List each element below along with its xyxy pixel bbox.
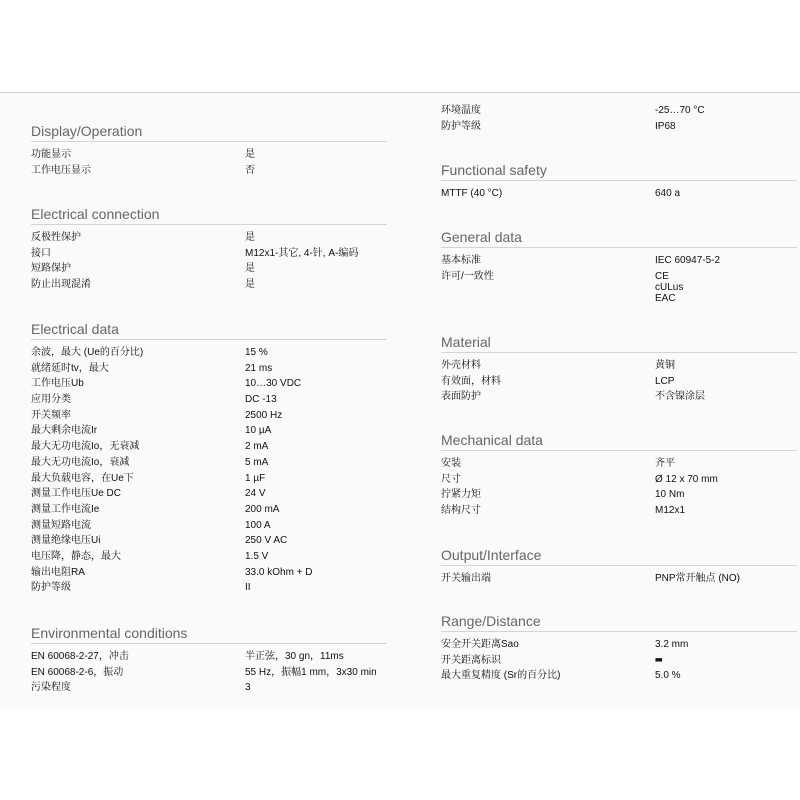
spec-label: 环境温度	[441, 105, 481, 116]
spec-value: PNP常开触点 (NO)	[655, 573, 740, 584]
spec-value: LCP	[655, 375, 675, 387]
spec-row	[441, 637, 797, 653]
spec-value: 33.0 kOhm + D	[245, 566, 313, 578]
approvals-list	[655, 269, 683, 304]
spec-row	[441, 668, 797, 684]
spec-row	[31, 246, 387, 262]
spec-value: 200 mA	[245, 503, 280, 515]
section-title: Display/Operation	[31, 122, 387, 142]
spec-row	[31, 147, 387, 163]
approval-item: CE	[655, 270, 669, 282]
spec-label: 防护等级	[31, 582, 71, 594]
spec-label: 开关距离标识	[441, 654, 501, 666]
section-title: Electrical data	[31, 320, 387, 340]
section-title: Output/Interface	[441, 546, 797, 566]
spec-label: EN 60068-2-6，振动	[31, 666, 124, 678]
spec-row	[31, 408, 387, 424]
section-electrical-data	[31, 320, 387, 596]
spec-label: 工作电压显示	[31, 164, 91, 176]
approval-item: EAC	[655, 292, 676, 304]
spec-label: 安装	[441, 458, 461, 469]
spec-value: 250 V AC	[245, 535, 288, 547]
spec-value: 24 V	[245, 488, 266, 500]
section-output-interface	[441, 546, 797, 587]
section-range-distance	[441, 612, 797, 684]
spec-value: 是	[245, 232, 255, 243]
section-title: Mechanical data	[441, 431, 797, 451]
spec-label: 污染程度	[31, 682, 71, 694]
spec-row	[31, 533, 387, 549]
spec-row	[441, 653, 797, 669]
spec-row	[31, 518, 387, 534]
spec-row	[441, 186, 797, 202]
spec-label: 安全开关距离Sao	[441, 639, 519, 650]
spec-label: MTTF (40 °C)	[441, 188, 503, 199]
spec-row	[31, 680, 387, 696]
section-material	[441, 333, 797, 405]
spec-row	[31, 665, 387, 681]
spec-value: M12x1	[655, 505, 686, 517]
spec-row	[31, 423, 387, 439]
spec-value: 3.2 mm	[655, 639, 689, 650]
spec-label: 接口	[31, 247, 51, 259]
spec-label: 测量绝缘电压Ui	[31, 535, 101, 547]
spec-row	[31, 261, 387, 277]
spec-label: 有效面，材料	[441, 375, 501, 387]
spec-value: 5.0 %	[655, 670, 681, 682]
spec-label: 最大无功电流Io，衰减	[31, 456, 130, 468]
spec-value: IP68	[655, 120, 676, 132]
section-mechanical-data	[441, 431, 797, 519]
spec-row	[31, 486, 387, 502]
spec-label: 短路保护	[31, 263, 71, 275]
spec-row	[31, 439, 387, 455]
spec-value: -25…70 °C	[655, 105, 705, 116]
spec-row	[31, 345, 387, 361]
spec-row	[441, 487, 797, 503]
spec-value: 不含镍涂层	[655, 391, 705, 403]
section-general-data	[441, 228, 797, 304]
section-functional-safety	[441, 161, 797, 202]
spec-value: 是	[245, 263, 255, 275]
spec-label: 电压降，静态，最大	[31, 550, 121, 562]
spec-label: 余波，最大 (Ue的百分比)	[31, 347, 144, 358]
spec-value: 100 A	[245, 519, 271, 531]
spec-value: 3	[245, 682, 251, 694]
spec-row	[441, 374, 797, 390]
spec-value: 5 mA	[245, 456, 269, 468]
spec-label: 测量工作电压Ue DC	[31, 488, 122, 500]
spec-row	[441, 103, 797, 119]
spec-row	[441, 472, 797, 488]
spec-row	[31, 471, 387, 487]
spec-label: 最大重复精度 (Sr的百分比)	[441, 670, 561, 682]
spec-row	[31, 230, 387, 246]
spec-value: 15 %	[245, 347, 268, 358]
spec-value: 2500 Hz	[245, 409, 283, 421]
spec-value: 否	[245, 164, 255, 176]
section-electrical-connection	[31, 205, 387, 293]
spec-value: 10…30 VDC	[245, 378, 302, 390]
spec-label: 防护等级	[441, 120, 481, 132]
spec-label: 基本标准	[441, 255, 481, 266]
spec-value: 10 Nm	[655, 489, 685, 501]
section-title: General data	[441, 228, 797, 248]
spec-label: 尺寸	[441, 473, 461, 485]
spec-value: 10 µA	[245, 425, 272, 437]
spec-value: II	[245, 582, 251, 594]
spec-value: 半正弦，30 gn，11ms	[245, 651, 344, 662]
spec-value: 是	[245, 149, 255, 160]
spec-value: 640 a	[655, 188, 681, 199]
spec-label: 测量工作电流Ie	[31, 503, 100, 515]
switching-distance-marking-icon: ■■	[655, 656, 662, 664]
spec-row	[441, 253, 797, 269]
spec-label: 应用分类	[31, 394, 71, 406]
spec-label: 许可/一致性	[441, 270, 494, 282]
spec-value: 1 µF	[245, 472, 266, 484]
spec-label: 防止出现混淆	[31, 279, 91, 291]
spec-label: EN 60068-2-27，冲击	[31, 651, 129, 662]
spec-row	[31, 376, 387, 392]
spec-row	[31, 361, 387, 377]
approval-item: cULus	[655, 281, 684, 293]
spec-row	[31, 649, 387, 665]
section-title: Electrical connection	[31, 205, 387, 225]
spec-label: 就绪延时tv，最大	[31, 362, 109, 374]
spec-row	[31, 565, 387, 581]
spec-row	[441, 456, 797, 472]
spec-row	[31, 502, 387, 518]
spec-row	[31, 163, 387, 179]
section-title: Functional safety	[441, 161, 797, 181]
spec-value: DC -13	[245, 394, 277, 406]
spec-label: 表面防护	[441, 391, 481, 403]
spec-label: 最大无功电流Io，无衰减	[31, 441, 140, 453]
spec-label: 工作电压Ub	[31, 378, 84, 390]
spec-value: IEC 60947-5-2	[655, 255, 721, 266]
spec-label: 拧紧力矩	[441, 489, 481, 501]
spec-label: 反极性保护	[31, 232, 81, 243]
spec-label: 开关频率	[31, 409, 71, 421]
section-environmental-conditions	[31, 624, 387, 696]
spec-row	[441, 503, 797, 519]
spec-value: 21 ms	[245, 362, 273, 374]
section-title: Range/Distance	[441, 612, 797, 632]
spec-row	[441, 119, 797, 135]
spec-value: 黄铜	[655, 360, 675, 371]
spec-row	[31, 392, 387, 408]
spec-label: 外壳材料	[441, 360, 481, 371]
spec-label: 功能显示	[31, 149, 71, 160]
spec-label: 最大剩余电流Ir	[31, 425, 98, 437]
spec-value: Ø 12 x 70 mm	[655, 473, 718, 485]
spec-label: 输出电阻RA	[31, 566, 85, 578]
section-title: Environmental conditions	[31, 624, 387, 644]
datasheet-panel	[0, 92, 800, 709]
spec-value: 1.5 V	[245, 550, 269, 562]
section-display-operation	[31, 122, 387, 178]
spec-label: 结构尺寸	[441, 505, 481, 517]
spec-label: 测量短路电流	[31, 519, 91, 531]
spec-value: 55 Hz，振幅1 mm，3x30 min	[245, 666, 377, 678]
spec-row	[31, 277, 387, 293]
spec-value: 是	[245, 279, 255, 291]
spec-value: 2 mA	[245, 441, 269, 453]
spec-value: 齐平	[655, 458, 675, 469]
spec-row	[31, 455, 387, 471]
spec-row	[441, 571, 797, 587]
spec-row	[441, 389, 797, 405]
spec-row	[441, 358, 797, 374]
spec-label: 开关输出端	[441, 573, 491, 584]
section-title: Material	[441, 333, 797, 353]
spec-value: M12x1-其它, 4-针, A-编码	[245, 247, 359, 259]
spec-row	[31, 549, 387, 565]
section-environment-continued	[441, 103, 797, 134]
spec-label: 最大负载电容，在Ue下	[31, 472, 134, 484]
spec-row	[31, 580, 387, 596]
